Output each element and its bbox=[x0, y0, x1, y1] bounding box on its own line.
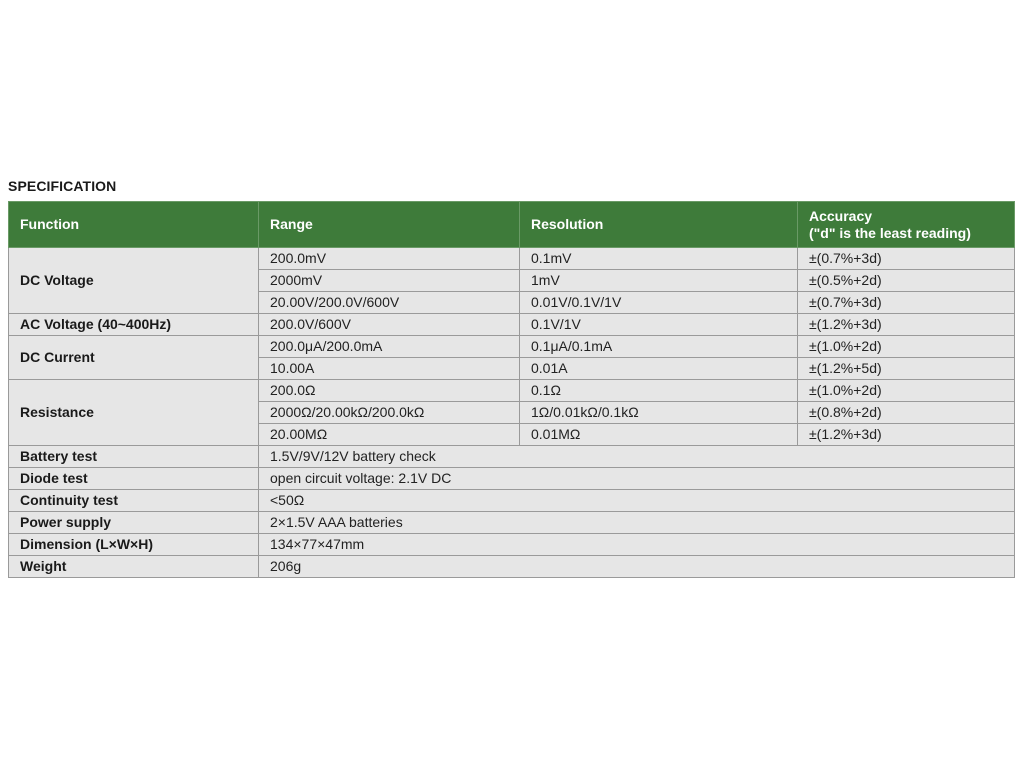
function-cell-dc-current: DC Current bbox=[9, 336, 259, 380]
resolution-cell: 0.1mV bbox=[520, 248, 798, 270]
resolution-cell: 0.01MΩ bbox=[520, 424, 798, 446]
value-cell-diode-test: open circuit voltage: 2.1V DC bbox=[259, 468, 1015, 490]
function-cell-continuity-test: Continuity test bbox=[9, 490, 259, 512]
value-cell-power-supply: 2×1.5V AAA batteries bbox=[259, 512, 1015, 534]
value-cell-dimension: 134×77×47mm bbox=[259, 534, 1015, 556]
table-row bbox=[9, 314, 1015, 336]
value-cell-continuity-test: <50Ω bbox=[259, 490, 1015, 512]
range-cell: 20.00MΩ bbox=[259, 424, 520, 446]
column-header-range: Range bbox=[259, 202, 520, 248]
accuracy-cell: ±(0.7%+3d) bbox=[798, 292, 1015, 314]
function-cell-weight: Weight bbox=[9, 556, 259, 578]
range-cell: 200.0μA/200.0mA bbox=[259, 336, 520, 358]
range-cell: 10.00A bbox=[259, 358, 520, 380]
range-cell: 200.0mV bbox=[259, 248, 520, 270]
resolution-cell: 0.1Ω bbox=[520, 380, 798, 402]
range-cell: 20.00V/200.0V/600V bbox=[259, 292, 520, 314]
table-row bbox=[9, 248, 1015, 270]
function-cell-battery-test: Battery test bbox=[9, 446, 259, 468]
column-header-resolution: Resolution bbox=[520, 202, 798, 248]
function-cell-ac-voltage: AC Voltage (40~400Hz) bbox=[9, 314, 259, 336]
value-cell-battery-test: 1.5V/9V/12V battery check bbox=[259, 446, 1015, 468]
function-cell-power-supply: Power supply bbox=[9, 512, 259, 534]
column-header-accuracy bbox=[798, 202, 1015, 248]
range-cell: 2000mV bbox=[259, 270, 520, 292]
accuracy-cell: ±(0.7%+3d) bbox=[798, 248, 1015, 270]
table-row bbox=[9, 446, 1015, 468]
function-cell-dc-voltage: DC Voltage bbox=[9, 248, 259, 314]
resolution-cell: 0.1μA/0.1mA bbox=[520, 336, 798, 358]
function-cell-resistance: Resistance bbox=[9, 380, 259, 446]
accuracy-header-title: Accuracy bbox=[809, 207, 873, 224]
resolution-cell: 0.1V/1V bbox=[520, 314, 798, 336]
range-cell: 200.0V/600V bbox=[259, 314, 520, 336]
specification-table bbox=[8, 201, 1015, 578]
table-row bbox=[9, 512, 1015, 534]
resolution-cell: 1Ω/0.01kΩ/0.1kΩ bbox=[520, 402, 798, 424]
accuracy-header-note: ("d" is the least reading) bbox=[809, 224, 971, 241]
resolution-cell: 1mV bbox=[520, 270, 798, 292]
table-row bbox=[9, 534, 1015, 556]
range-cell: 2000Ω/20.00kΩ/200.0kΩ bbox=[259, 402, 520, 424]
function-cell-diode-test: Diode test bbox=[9, 468, 259, 490]
table-header-row bbox=[9, 202, 1015, 248]
accuracy-cell: ±(0.5%+2d) bbox=[798, 270, 1015, 292]
table-row bbox=[9, 556, 1015, 578]
accuracy-cell: ±(1.2%+5d) bbox=[798, 358, 1015, 380]
accuracy-cell: ±(1.2%+3d) bbox=[798, 424, 1015, 446]
column-header-function: Function bbox=[9, 202, 259, 248]
table-row bbox=[9, 490, 1015, 512]
accuracy-cell: ±(1.0%+2d) bbox=[798, 380, 1015, 402]
resolution-cell: 0.01V/0.1V/1V bbox=[520, 292, 798, 314]
accuracy-cell: ±(0.8%+2d) bbox=[798, 402, 1015, 424]
table-row bbox=[9, 336, 1015, 358]
table-row bbox=[9, 468, 1015, 490]
accuracy-cell: ±(1.0%+2d) bbox=[798, 336, 1015, 358]
resolution-cell: 0.01A bbox=[520, 358, 798, 380]
function-cell-dimension: Dimension (L×W×H) bbox=[9, 534, 259, 556]
table-row bbox=[9, 380, 1015, 402]
value-cell-weight: 206g bbox=[259, 556, 1015, 578]
accuracy-cell: ±(1.2%+3d) bbox=[798, 314, 1015, 336]
page-title: SPECIFICATION bbox=[8, 178, 117, 194]
range-cell: 200.0Ω bbox=[259, 380, 520, 402]
